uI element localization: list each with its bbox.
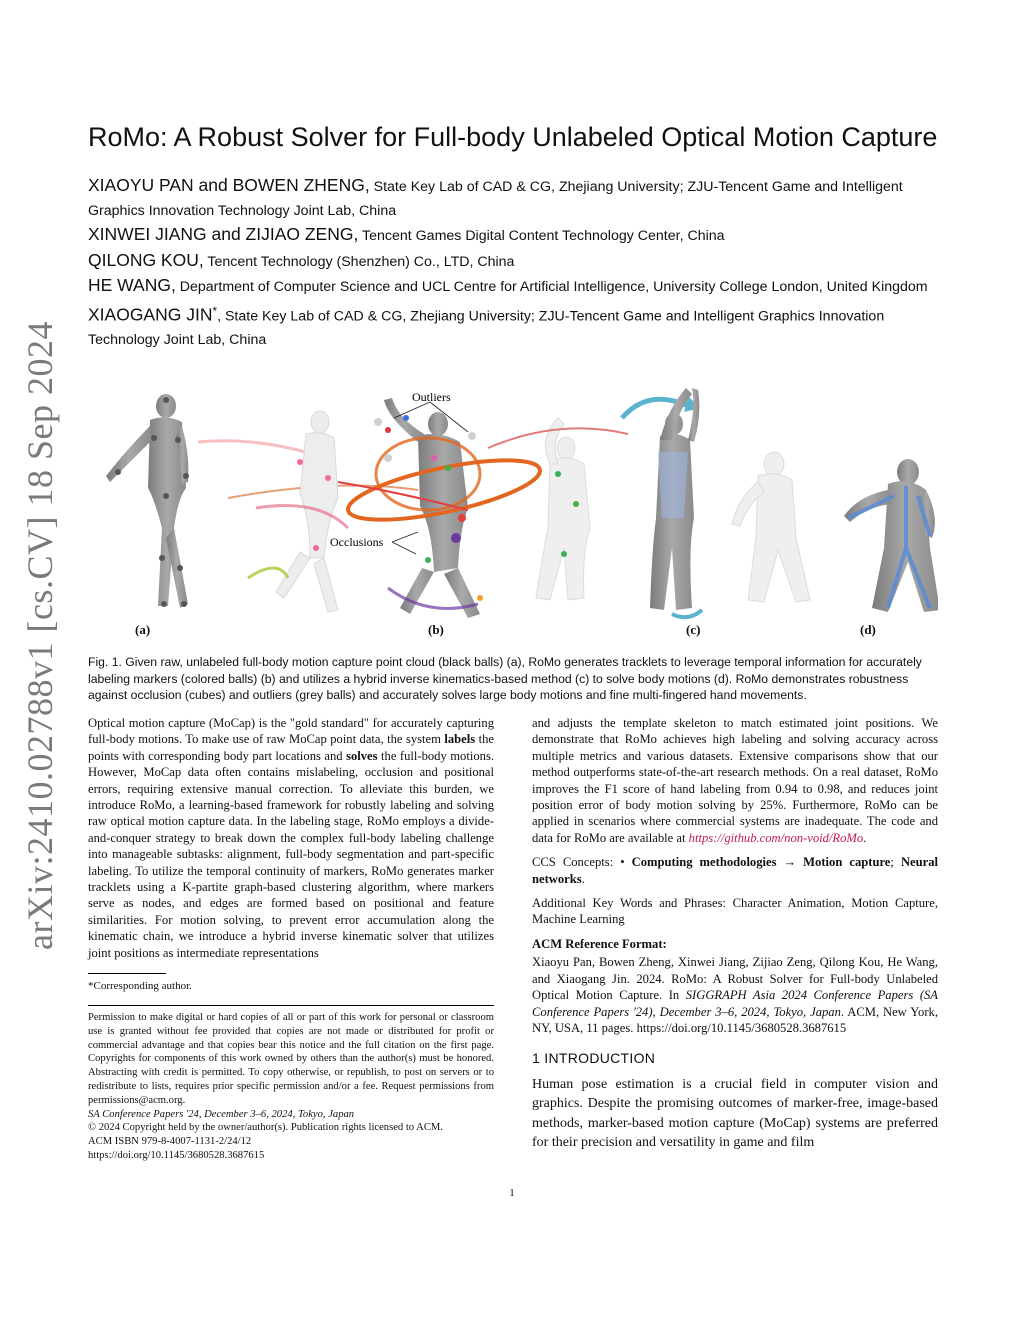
conference-line: SA Conference Papers '24, December 3–6, 2024, Tokyo, Japan — [88, 1108, 355, 1120]
author-line-3 — [88, 249, 938, 275]
permission-block — [88, 1011, 494, 1163]
bold-labels: labels — [444, 732, 476, 747]
github-link[interactable]: https://github.com/non-void/RoMo — [688, 830, 864, 845]
author-line-4 — [88, 274, 938, 300]
permission-rule — [88, 1005, 494, 1006]
ccs-sep: ; — [890, 855, 901, 870]
rotation-arrow — [672, 610, 702, 617]
footnote: *Corresponding author. — [88, 980, 192, 992]
author-affiliation: , State Key Lab of CAD & CG, Zhejiang University; ZJU-Tencent Game and Intelligent Graphics Innovation Technology Joint Lab, China — [88, 308, 885, 349]
acm-ref-venue: SIGGRAPH Asia 2024 Conference Papers (SA Conference Papers '24), December 3–6, 2024, Tokyo, Japan — [532, 988, 938, 1019]
arxiv-stamp: arXiv:2410.02788v1 [cs.CV] 18 Sep 2024 — [20, 321, 60, 950]
bold-solves: solves — [346, 748, 378, 763]
author-affiliation: Department of Computer Science and UCL Centre for Artificial Intelligence, University College London, United Kingdom — [175, 279, 928, 296]
ghost-body-2 — [536, 418, 590, 600]
keywords: Additional Key Words and Phrases: Character Animation, Motion Capture, Machine Learning — [532, 896, 938, 927]
page-number: 1 — [509, 1187, 515, 1199]
outliers-annotation: Outliers — [412, 390, 451, 404]
ghost-body-1 — [276, 411, 338, 612]
panel-a-body — [106, 394, 189, 608]
abstract-text: Optical motion capture (MoCap) is the "gold standard" for accurately capturing full-body motions. To make use of raw MoCap point data, the system — [88, 716, 494, 747]
motion-trail — [248, 568, 288, 578]
author-line-1 — [88, 174, 938, 223]
abstract-left-column — [88, 715, 494, 969]
panel-label-c: (c) — [686, 622, 701, 637]
footnote-rule — [88, 973, 166, 974]
paper-title: RoMo: A Robust Solver for Full-body Unlabeled Optical Motion Capture — [88, 122, 938, 152]
ccs-concept-1: Computing methodologies → Motion capture — [631, 855, 891, 870]
author-affiliation: Tencent Games Digital Content Technology Center, China — [358, 228, 725, 245]
acm-ref-text: . ACM, New York, NY, USA, 11 pages. https://doi.org/10.1145/3680528.3687615 — [532, 1004, 938, 1035]
author-affiliation: Tencent Technology (Shenzhen) Co., LTD, China — [203, 253, 515, 270]
author-line-2 — [88, 223, 938, 249]
author-names: HE WANG, — [88, 275, 176, 296]
acm-ref-heading: ACM Reference Format: — [532, 936, 667, 951]
author-names: QILONG KOU, — [88, 249, 204, 270]
abstract-continuation — [532, 715, 938, 846]
author-affiliation: State Key Lab of CAD & CG, Zhejiang University; ZJU-Tencent Game and Intelligent Graphics Innovation Technology Joint Lab, China — [88, 179, 903, 219]
abstract-text: the points with corresponding body part locations and — [88, 732, 494, 763]
ccs-end: . — [581, 871, 585, 886]
section-heading: 1 INTRODUCTION — [532, 1050, 656, 1067]
doi-line: https://doi.org/10.1145/3680528.3687615 — [88, 1149, 265, 1161]
ccs-concepts — [532, 854, 938, 887]
corresponding-star: * — [212, 303, 218, 318]
acm-ref-text: Xiaoyu Pan, Bowen Zheng, Xinwei Jiang, Zijiao Zeng, Qilong Kou, He Wang, and Xiaogang Jin. 2024. RoMo: A Robust Solver for Full-body Unlabeled Optical Motion Capture. In — [532, 955, 938, 1003]
author-block — [88, 174, 938, 353]
isbn-line: ACM ISBN 979-8-4007-1131-2/24/12 — [88, 1136, 252, 1148]
author-names: XIAOGANG JIN — [88, 304, 213, 325]
abstract-text: the full-body motions. However, MoCap data often contains mislabeling, occlusion and positional errors, requiring extensive manual correction. To alleviate this burden, we introduce RoMo, a learning-based framework for robustly labeling and solving raw optical motion capture data. In the labeling stage, RoMo employs a divide-and-conquer strategy to break down the complex full-body labeling challenge into manageable subtasks: alignment, full-body segmentation and part-specific labeling. To utilize the temporal continuity of markers, RoMo generates marker tracklets using a K-partite graph-based clustering algorithm, where markers serve as nodes, and edges are formed based on positional and feature similarities. For motion solving, to prevent error accumulation along the kinematic chain, we introduce a hybrid inverse kinematic solver that utilizes joint positions as intermediate representations — [88, 748, 494, 960]
panel-c-body — [650, 388, 699, 610]
ccs-prefix: CCS Concepts: • — [532, 855, 632, 870]
author-line-5 — [88, 300, 938, 353]
permission-text: Permission to make digital or hard copies of all or part of this work for personal or classroom use is granted without fee provided that copies are not made or distributed for profit or commercial advantage and that copies bear this notice and the full citation on the first page. Copyrights for components of this work owned by others than the author(s) must be honored. Abstracting with credit is permitted. To copy otherwise, or republish, to post on servers or to redistribute to lists, requires prior specific permission and/or a fee. Request permissions from permissions@acm.org. — [88, 1012, 494, 1106]
ccs-concept-2: Neural networks — [532, 855, 939, 886]
abstract-paragraph — [88, 715, 494, 961]
motion-trail — [256, 506, 348, 529]
ghost-body-3 — [732, 452, 810, 602]
figure-caption: Fig. 1. Given raw, unlabeled full-body motion capture point cloud (black balls) (a), RoMo generates tracklets to leverage temporal information for accurately labeling markers (colored balls) (b) and utilizes a hybrid inverse kinematics-based method (c) to solve body motions (d). RoMo demonstrates robustness against occlusion (cubes) and outliers (grey balls) and accurately solves large body motions and fine multi-fingered hand movements. — [88, 655, 922, 702]
panel-label-b: (b) — [428, 622, 444, 637]
intro-paragraph: Human pose estimation is a crucial field in computer vision and graphics. Despite the promising outcomes of marker-free, image-based methods, marker-based motion capture (MoCap) systems are preferred for their precision and versatility in game and film — [532, 1076, 938, 1151]
copyright-line: © 2024 Copyright held by the owner/author(s). Publication rights licensed to ACM. — [88, 1122, 443, 1134]
panel-d-body — [844, 459, 938, 612]
author-names: XIAOYU PAN and BOWEN ZHENG, — [88, 175, 370, 195]
teaser-figure — [88, 378, 938, 640]
occlusions-annotation: Occlusions — [330, 535, 384, 549]
acm-reference — [532, 954, 938, 1036]
author-names: XINWEI JIANG and ZIJIAO ZENG, — [88, 224, 359, 245]
abstract-text: and adjusts the template skeleton to match estimated joint positions. We demonstrate that RoMo achieves high labeling and solving accuracy across multiple metrics and various datasets. Extensive comparisons show that our method outperforms state-of-the-art research methods. On a real dataset, RoMo improves the F1 score of hand labeling from 0.94 to 0.98, and reduces joint position error of body motion solving by 25%. Furthermore, RoMo can be applied in scenarios where commercial systems are inadequate. The code and data for RoMo are available at — [532, 716, 938, 845]
abstract-text: . — [863, 830, 867, 845]
abstract-right-column — [532, 715, 938, 1161]
panel-label-d: (d) — [860, 622, 876, 637]
panel-label-a: (a) — [135, 622, 151, 637]
